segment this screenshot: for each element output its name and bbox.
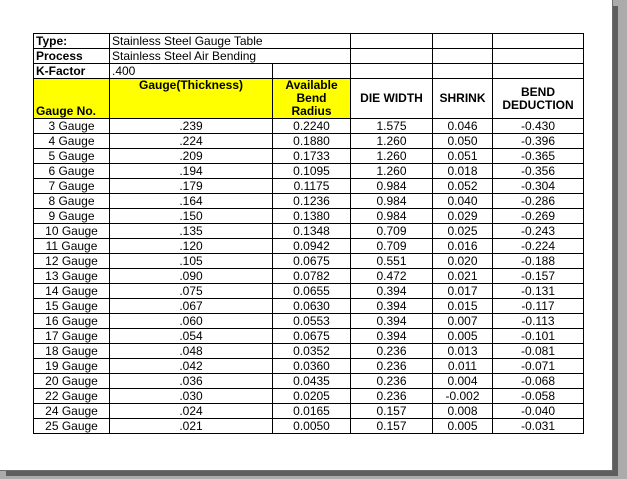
table-row	[34, 284, 584, 299]
shrink-cell: 0.017	[433, 284, 493, 299]
gauge-cell: 12 Gauge	[34, 254, 110, 269]
gauge-cell: 4 Gauge	[34, 134, 110, 149]
thickness-cell: .042	[110, 359, 273, 374]
shrink-cell: 0.008	[433, 404, 493, 419]
die-width-cell: 0.157	[351, 419, 433, 434]
shrink-cell: 0.005	[433, 419, 493, 434]
table-row	[34, 374, 584, 389]
bend-radius-cell: 0.0050	[273, 419, 351, 434]
shrink-cell: 0.021	[433, 269, 493, 284]
bend-deduction-cell: -0.081	[493, 344, 584, 359]
process-value: Stainless Steel Air Bending	[110, 49, 351, 64]
shrink-cell: 0.040	[433, 194, 493, 209]
table-row	[34, 329, 584, 344]
bend-radius-cell: 0.0553	[273, 314, 351, 329]
thickness-cell: .135	[110, 224, 273, 239]
thickness-cell: .120	[110, 239, 273, 254]
die-width-cell: 0.394	[351, 299, 433, 314]
kfactor-value: .400	[110, 64, 273, 79]
process-label: Process	[34, 49, 110, 64]
bend-radius-cell: 0.0352	[273, 344, 351, 359]
gauge-cell: 20 Gauge	[34, 374, 110, 389]
bend-deduction-cell: -0.430	[493, 119, 584, 134]
bend-deduction-cell: -0.157	[493, 269, 584, 284]
gauge-cell: 6 Gauge	[34, 164, 110, 179]
bend-radius-cell: 0.0205	[273, 389, 351, 404]
die-width-cell: 0.551	[351, 254, 433, 269]
shrink-cell: 0.051	[433, 149, 493, 164]
gauge-cell: 7 Gauge	[34, 179, 110, 194]
col-header-bend-radius: Available Bend Radius	[273, 79, 351, 119]
shrink-cell: 0.004	[433, 374, 493, 389]
die-width-cell: 0.984	[351, 209, 433, 224]
bend-radius-cell: 0.0782	[273, 269, 351, 284]
thickness-cell: .067	[110, 299, 273, 314]
bend-radius-cell: 0.1236	[273, 194, 351, 209]
shrink-cell: 0.013	[433, 344, 493, 359]
bend-radius-cell: 0.1348	[273, 224, 351, 239]
thickness-cell: .021	[110, 419, 273, 434]
die-width-cell: 0.236	[351, 344, 433, 359]
thickness-cell: .036	[110, 374, 273, 389]
table-row	[34, 194, 584, 209]
bend-radius-cell: 0.0655	[273, 284, 351, 299]
type-value: Stainless Steel Gauge Table	[110, 34, 351, 49]
shrink-cell: 0.029	[433, 209, 493, 224]
bend-deduction-cell: -0.040	[493, 404, 584, 419]
col-header-thickness: Gauge(Thickness)	[110, 79, 273, 119]
shrink-cell: 0.018	[433, 164, 493, 179]
bend-deduction-cell: -0.131	[493, 284, 584, 299]
thickness-cell: .239	[110, 119, 273, 134]
gauge-cell: 25 Gauge	[34, 419, 110, 434]
thickness-cell: .090	[110, 269, 273, 284]
table-row	[34, 299, 584, 314]
die-width-cell: 0.236	[351, 374, 433, 389]
gauge-cell: 17 Gauge	[34, 329, 110, 344]
gauge-cell: 22 Gauge	[34, 389, 110, 404]
die-width-cell: 0.157	[351, 404, 433, 419]
bend-deduction-cell: -0.269	[493, 209, 584, 224]
thickness-cell: .024	[110, 404, 273, 419]
thickness-cell: .105	[110, 254, 273, 269]
gauge-cell: 13 Gauge	[34, 269, 110, 284]
thickness-cell: .164	[110, 194, 273, 209]
bend-deduction-cell: -0.101	[493, 329, 584, 344]
bend-deduction-cell: -0.356	[493, 164, 584, 179]
thickness-cell: .209	[110, 149, 273, 164]
shrink-cell: 0.016	[433, 239, 493, 254]
gauge-cell: 10 Gauge	[34, 224, 110, 239]
table-row	[34, 389, 584, 404]
kfactor-label: K-Factor	[34, 64, 110, 79]
table-row	[34, 224, 584, 239]
bend-deduction-cell: -0.068	[493, 374, 584, 389]
gauge-cell: 9 Gauge	[34, 209, 110, 224]
bend-radius-cell: 0.2240	[273, 119, 351, 134]
table-row	[34, 149, 584, 164]
process-row	[34, 49, 584, 64]
gauge-cell: 18 Gauge	[34, 344, 110, 359]
gauge-cell: 24 Gauge	[34, 404, 110, 419]
table-row	[34, 419, 584, 434]
bend-deduction-cell: -0.071	[493, 359, 584, 374]
bend-radius-cell: 0.1880	[273, 134, 351, 149]
table-row	[34, 344, 584, 359]
bend-radius-cell: 0.0360	[273, 359, 351, 374]
gauge-cell: 3 Gauge	[34, 119, 110, 134]
die-width-cell: 0.394	[351, 329, 433, 344]
gauge-table	[33, 33, 584, 434]
table-row	[34, 269, 584, 284]
die-width-cell: 0.472	[351, 269, 433, 284]
kfactor-row	[34, 64, 584, 79]
thickness-cell: .048	[110, 344, 273, 359]
bend-deduction-cell: -0.243	[493, 224, 584, 239]
gauge-cell: 5 Gauge	[34, 149, 110, 164]
gauge-cell: 14 Gauge	[34, 284, 110, 299]
bend-radius-cell: 0.0630	[273, 299, 351, 314]
table-row	[34, 359, 584, 374]
col-header-bend-deduction: BEND DEDUCTION	[493, 79, 584, 119]
shrink-cell: 0.015	[433, 299, 493, 314]
die-width-cell: 0.984	[351, 194, 433, 209]
bend-deduction-cell: -0.113	[493, 314, 584, 329]
page-shadow-right	[613, 6, 618, 476]
bend-deduction-cell: -0.286	[493, 194, 584, 209]
gauge-cell: 8 Gauge	[34, 194, 110, 209]
table-row	[34, 239, 584, 254]
shrink-cell: 0.052	[433, 179, 493, 194]
thickness-cell: .224	[110, 134, 273, 149]
table-row	[34, 164, 584, 179]
die-width-cell: 0.394	[351, 284, 433, 299]
bend-deduction-cell: -0.304	[493, 179, 584, 194]
shrink-cell: 0.011	[433, 359, 493, 374]
shrink-cell: 0.020	[433, 254, 493, 269]
bend-deduction-cell: -0.396	[493, 134, 584, 149]
thickness-cell: .179	[110, 179, 273, 194]
die-width-cell: 0.709	[351, 239, 433, 254]
bend-radius-cell: 0.1380	[273, 209, 351, 224]
thickness-cell: .150	[110, 209, 273, 224]
shrink-cell: 0.050	[433, 134, 493, 149]
col-header-gauge-no: Gauge No.	[34, 79, 110, 119]
die-width-cell: 1.575	[351, 119, 433, 134]
bend-radius-cell: 0.0435	[273, 374, 351, 389]
table-row	[34, 314, 584, 329]
table-row	[34, 119, 584, 134]
table-row	[34, 179, 584, 194]
die-width-cell: 1.260	[351, 134, 433, 149]
table-row	[34, 254, 584, 269]
shrink-cell: 0.025	[433, 224, 493, 239]
shrink-cell: -0.002	[433, 389, 493, 404]
bend-deduction-cell: -0.058	[493, 389, 584, 404]
die-width-cell: 1.260	[351, 149, 433, 164]
type-row	[34, 34, 584, 49]
thickness-cell: .194	[110, 164, 273, 179]
bend-deduction-cell: -0.031	[493, 419, 584, 434]
die-width-cell: 0.236	[351, 389, 433, 404]
column-header-row	[34, 79, 584, 119]
table-row	[34, 134, 584, 149]
bend-deduction-cell: -0.224	[493, 239, 584, 254]
table-row	[34, 209, 584, 224]
die-width-cell: 0.236	[351, 359, 433, 374]
page-shadow-bottom	[6, 471, 618, 476]
bend-radius-cell: 0.0675	[273, 329, 351, 344]
bend-deduction-cell: -0.188	[493, 254, 584, 269]
gauge-cell: 19 Gauge	[34, 359, 110, 374]
bend-radius-cell: 0.0165	[273, 404, 351, 419]
bend-radius-cell: 0.1095	[273, 164, 351, 179]
type-label: Type:	[34, 34, 110, 49]
bend-deduction-cell: -0.365	[493, 149, 584, 164]
die-width-cell: 0.984	[351, 179, 433, 194]
col-header-shrink: SHRINK	[433, 79, 493, 119]
gauge-cell: 11 Gauge	[34, 239, 110, 254]
die-width-cell: 1.260	[351, 164, 433, 179]
shrink-cell: 0.007	[433, 314, 493, 329]
die-width-cell: 0.394	[351, 314, 433, 329]
thickness-cell: .030	[110, 389, 273, 404]
thickness-cell: .075	[110, 284, 273, 299]
bend-radius-cell: 0.1175	[273, 179, 351, 194]
bend-radius-cell: 0.1733	[273, 149, 351, 164]
shrink-cell: 0.005	[433, 329, 493, 344]
thickness-cell: .060	[110, 314, 273, 329]
thickness-cell: .054	[110, 329, 273, 344]
bend-radius-cell: 0.0675	[273, 254, 351, 269]
col-header-die-width: DIE WIDTH	[351, 79, 433, 119]
shrink-cell: 0.046	[433, 119, 493, 134]
gauge-cell: 16 Gauge	[34, 314, 110, 329]
bend-deduction-cell: -0.117	[493, 299, 584, 314]
bend-radius-cell: 0.0942	[273, 239, 351, 254]
gauge-cell: 15 Gauge	[34, 299, 110, 314]
die-width-cell: 0.709	[351, 224, 433, 239]
table-row	[34, 404, 584, 419]
